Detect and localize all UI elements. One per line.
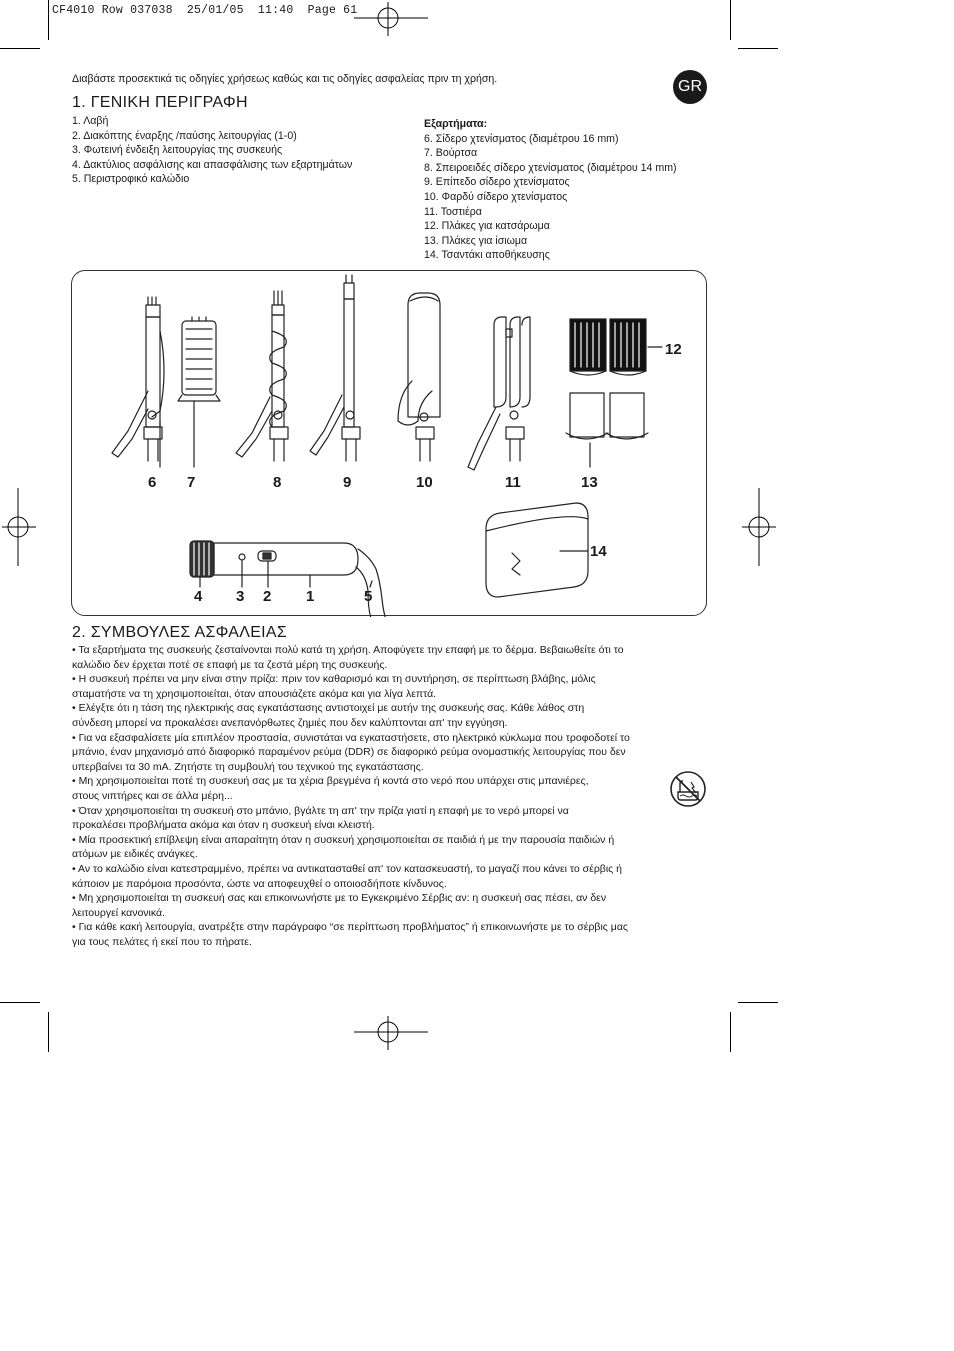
figure-label-6: 6 [148, 474, 157, 491]
text-line: σταματήστε να τη χρησιμοποιείται, όταν απουσιάζετε ακόμα και για λίγα λεπτά. [72, 687, 437, 700]
list-item: 12. Πλάκες για κατσάρωμα [424, 220, 550, 233]
safety-text [72, 643, 708, 949]
figure-label-9: 9 [343, 474, 352, 491]
section2-title: 2. ΣΥΜΒΟΥΛΕΣ ΑΣΦΑΛΕΙΑΣ [72, 624, 288, 641]
spiral-iron-drawing [236, 291, 288, 461]
text-line: μπάνιο, έναν μηχανισμό από διαφορικό παραμένον ρεύμα (DDR) σε διαφορικό ρεύμα ονομαστικής λειτουργίας που δεν [72, 746, 626, 759]
flat-iron-drawing [310, 275, 360, 461]
list-item: 7. Βούρτσα [424, 147, 478, 160]
figure-label-13: 13 [581, 474, 598, 491]
text-line: σύνδεση μπορεί να προκαλέσει ανεπανόρθωτες ζημιές που δεν καλύπτονται απ' την εγγύηση. [72, 716, 508, 729]
text-line: για τους πελάτες ή εκεί που το πήρατε. [72, 935, 252, 948]
figure-label-11: 11 [505, 474, 521, 491]
text-line: • Μη χρησιμοποιείται τη συσκευή σας και επικοινωνήστε με το Εγκεκριμένο Σέρβις αν: η συσκευή σας πέσει, αν δεν [72, 892, 607, 905]
text-line: • Η συσκευή πρέπει να μην είναι στην πρίζα: πριν τον καθαρισμό και τη συντήρηση, σε περίπτωση βλάβης, μόλις [72, 673, 596, 686]
accessories-drawing [72, 271, 708, 617]
text-line: υπερβαίνει τα 30 mA. Ζητήστε τη συμβουλή του τεχνικού της εγκατάστασης. [72, 760, 424, 773]
list-item: 8. Σπειροειδές σίδερο χτενίσματος (διαμέτρου 14 mm) [424, 161, 677, 174]
wide-iron-drawing [398, 293, 440, 461]
text-line: λειτουργεί κανονικά. [72, 906, 165, 919]
list-item: 10. Φαρδύ σίδερο χτενίσματος [424, 190, 568, 203]
straightening-plates-drawing [566, 393, 648, 467]
list-item: 9. Επίπεδο σίδερο χτενίσματος [424, 176, 570, 189]
figure-label-12: 12 [665, 341, 682, 358]
text-line: • Για κάθε κακή λειτουργία, ανατρέξτε στην παράγραφο “σε περίπτωση προβλήματος” ή επικοινωνήστε με το σέρβις μας [72, 921, 628, 934]
list-item: 6. Σίδερο χτενίσματος (διαμέτρου 16 mm) [424, 132, 619, 145]
list-item: 11. Τοστιέρα [424, 205, 482, 218]
text-line: προκαλέσει προβλήματα ακόμα και όταν η συσκευή είναι κλειστή. [72, 819, 375, 832]
intro-text: Διαβάστε προσεκτικά τις οδηγίες χρήσεως καθώς και τις οδηγίες ασφαλείας πριν τη χρήση. [72, 73, 498, 85]
text-line: ατόμων με ειδικές ανάγκες. [72, 848, 198, 861]
text-line: καλώδιο δεν έρχεται ποτέ σε επαφή με τα ζεστά μέρη της συσκευής. [72, 658, 388, 671]
figure-label-3: 3 [236, 588, 245, 605]
text-line: • Τα εξαρτήματα της συσκευής ζεσταίνονται πολύ κατά τη χρήση. Αποφύγετε την επαφή με το δέρμα. Βεβαιωθείτε ότι το [72, 644, 624, 656]
storage-pouch-drawing [486, 503, 588, 597]
section1-title: 1. ΓΕΝΙΚΗ ΠΕΡΙΓΡΑΦΗ [72, 94, 248, 111]
accessories-title: Εξαρτήματα: [424, 118, 488, 130]
figure-label-2: 2 [263, 588, 272, 605]
text-line: • Μη χρησιμοποιείται ποτέ τη συσκευή σας με τα χέρια βρεγμένα ή κοντά στο νερό που υπάρχει στις μπανιέρες, [72, 775, 589, 788]
list-item: 1. Λαβή [72, 115, 109, 127]
list-item: 13. Πλάκες για ίσιωμα [424, 234, 528, 247]
figure-label-14: 14 [590, 543, 607, 560]
text-line: στους νιπτήρες και σε άλλα μέρη... [72, 789, 233, 802]
list-item: 4. Δακτύλιος ασφάλισης και απασφάλισης των εξαρτημάτων [72, 158, 353, 171]
text-line: • Όταν χρησιμοποιείται τη συσκευή στο μπάνιο, βγάλτε τη απ' την πρίζα γιατί η επαφή με το νερό μπορεί να [72, 804, 569, 817]
product-illustration [71, 270, 707, 616]
list-item: 14. Τσαντάκι αποθήκευσης [424, 249, 550, 262]
crimping-plates-drawing [570, 319, 662, 375]
text-line: • Μία προσεκτική επίβλεψη είναι απαραίτητη όταν η συσκευή χρησιμοποιείται σε παιδιά ή με την παρουσία παιδιών ή [72, 833, 615, 846]
list-item: 3. Φωτεινή ένδειξη λειτουργίας της συσκευής [72, 144, 283, 157]
text-line: • Για να εξασφαλίσετε μία επιπλέον προστασία, συνιστάται να εγκαταστήσετε, στο ηλεκτρικό κύκλωμα που τροφοδοτεί το [72, 731, 630, 744]
text-line: • Αν το καλώδιο είναι κατεστραμμένο, πρέπει να αντικατασταθεί απ' τον κατασκευαστή, το μαγαζί που κάνει το σέρβις ή [72, 862, 622, 875]
figure-label-10: 10 [416, 474, 433, 491]
print-header: CF4010 Row 037038 25/01/05 11:40 Page 61 [52, 4, 358, 17]
brush-drawing [178, 317, 220, 401]
figure-label-1: 1 [306, 588, 315, 605]
main-appliance-drawing [190, 541, 388, 617]
no-water-bath-icon [669, 770, 707, 808]
language-badge: GR [673, 70, 707, 104]
figure-label-7: 7 [187, 474, 196, 491]
figure-label-8: 8 [273, 474, 282, 491]
accessories-list [424, 117, 677, 263]
figure-label-5: 5 [364, 588, 373, 605]
toaster-iron-drawing [468, 317, 530, 470]
list-item: 5. Περιστροφικό καλώδιο [72, 173, 190, 186]
text-line: κάποιον με παρόμοια προσόντα, ώστε να αποφευχθεί ο οποιοσδήποτε κίνδυνος. [72, 877, 447, 890]
text-line: • Ελέγξτε ότι η τάση της ηλεκτρικής σας εγκατάστασης αντιστοιχεί με αυτήν της συσκευής σας. Κάθε λάθος στη [72, 702, 585, 715]
list-item: 2. Διακόπτης έναρξης /παύσης λειτουργίας (1-0) [72, 129, 297, 142]
parts-list [72, 114, 352, 187]
figure-label-4: 4 [194, 588, 203, 605]
curling-iron-16-drawing [112, 297, 164, 461]
